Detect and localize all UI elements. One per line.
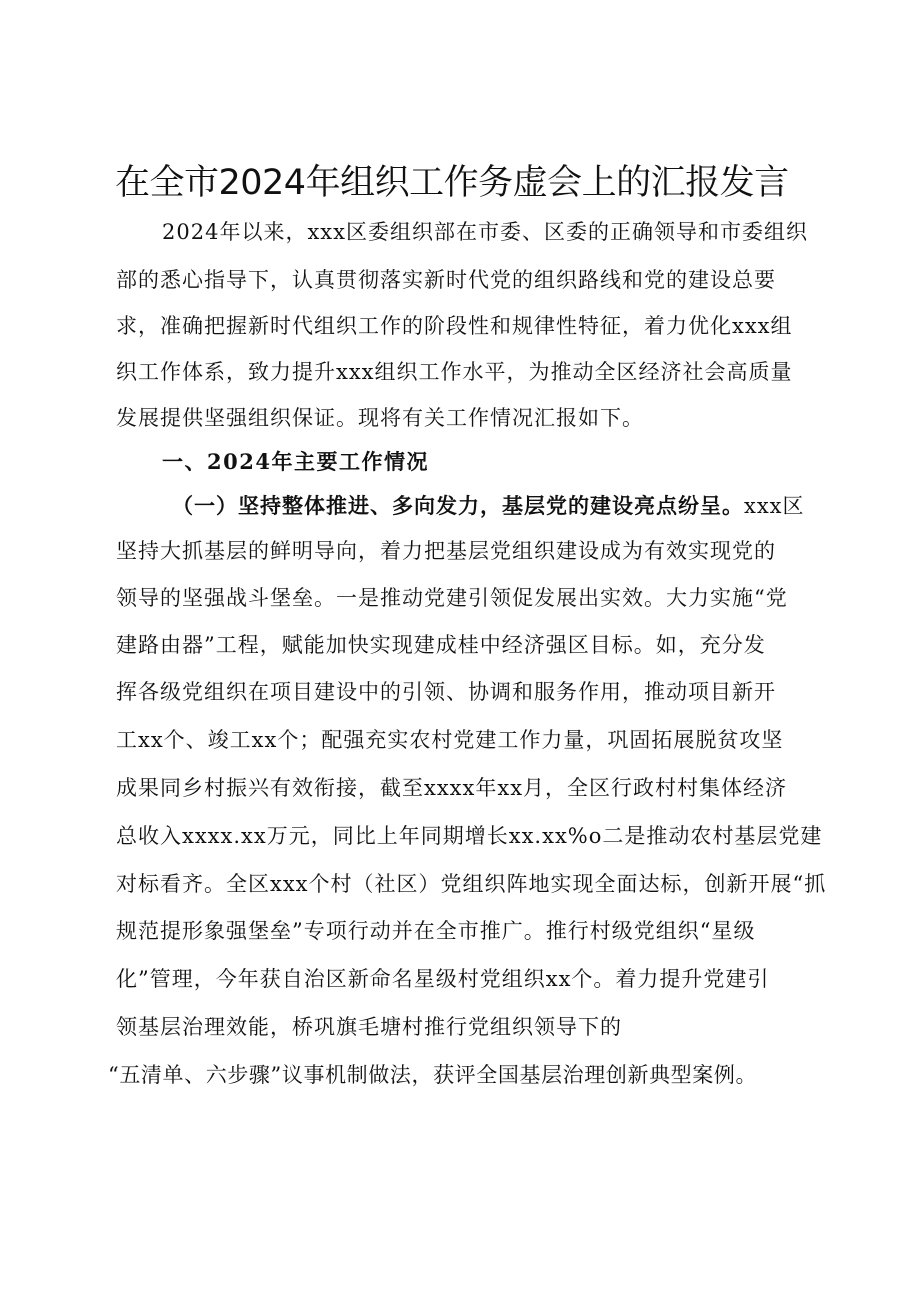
body-line-5: 工xx个、竣工xx个；配强充实农村党建工作力量，巩固拓展脱贫攻坚 — [116, 728, 784, 752]
intro-line-3: 求，准确把握新时代组织工作的阶段性和规律性特征，着力优化xxx组 — [116, 314, 793, 338]
body-line-2: 领导的坚强战斗堡垒。一是推动党建引领促发展出实效。大力实施“党 — [116, 586, 788, 610]
body-line-12: “五清单、六步骤”议事机制做法，获评全国基层治理创新典型案例。 — [108, 1063, 758, 1087]
section-heading: 一、2024年主要工作情况 — [162, 449, 429, 474]
document-title: 在全市2024年组织工作务虚会上的汇报发言 — [115, 163, 789, 203]
body-line-10: 化”管理，今年获自治区新命名星级村党组织xx个。着力提升党建引 — [116, 967, 770, 991]
subsection-lead-line — [172, 488, 805, 524]
body-line-4: 挥各级党组织在项目建设中的引领、协调和服务作用，推动项目新开 — [116, 680, 776, 704]
body-line-3: 建路由器”工程，赋能加快实现建成桂中经济强区目标。如，充分发 — [116, 633, 766, 657]
intro-line-2: 部的悉心指导下，认真贯彻落实新时代党的组织路线和党的建设总要 — [116, 268, 776, 292]
body-line-6: 成果同乡村振兴有效衔接，截至xxxx年xx月，全区行政村村集体经济 — [116, 776, 788, 800]
body-line-7: 总收入xxxx.xx万元，同比上年同期增长xx.xx%o二是推动农村基层党建 — [116, 824, 823, 848]
intro-line-1: 2024年以来，xxx区委组织部在市委、区委的正确领导和市委组织 — [162, 220, 808, 244]
body-line-1: 坚持大抓基层的鲜明导向，着力把基层党组织建设成为有效实现党的 — [116, 539, 776, 563]
body-line-8: 对标看齐。全区xxx个村（社区）党组织阵地实现全面达标，创新开展“抓 — [116, 872, 827, 896]
body-line-11: 领基层治理效能，桥巩旗毛塘村推行党组织领导下的 — [116, 1015, 622, 1039]
body-line-9: 规范提形象强堡垒”专项行动并在全市推广。推行村级党组织“星级 — [116, 919, 756, 943]
subsection-lead-tail: xxx区 — [744, 494, 805, 518]
intro-line-5: 发展提供坚强组织保证。现将有关工作情况汇报如下。 — [116, 406, 644, 430]
subsection-heading: （一）坚持整体推进、多向发力，基层党的建设亮点纷呈。 — [172, 493, 744, 518]
intro-line-4: 织工作体系，致力提升xxx组织工作水平，为推动全区经济社会高质量 — [116, 360, 793, 384]
